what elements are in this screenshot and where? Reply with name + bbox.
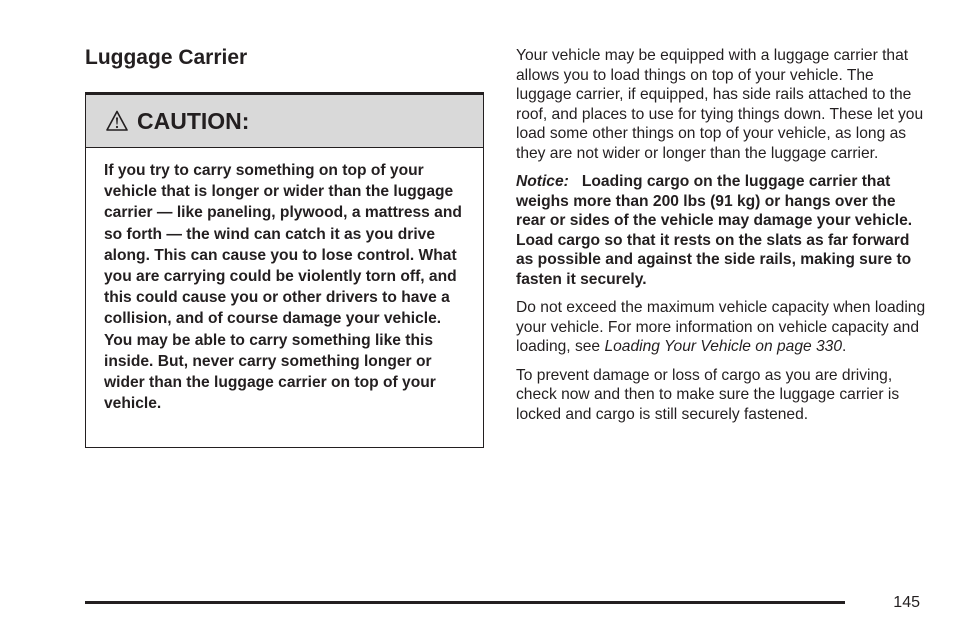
notice-text: Loading cargo on the luggage carrier that weighs more than 200 lbs (91 kg) or hangs over the rear or sides of the vehicle may damage your vehicle. Load cargo so that it rests on the slats as far forward as possible and against the side rails, making sure to fasten it securely. bbox=[516, 173, 913, 288]
caution-box bbox=[85, 92, 484, 448]
warning-triangle-icon bbox=[106, 110, 128, 132]
footer-rule bbox=[85, 601, 845, 604]
page-number: 145 bbox=[893, 594, 920, 611]
check-paragraph: To prevent damage or loss of cargo as you are driving, check now and then to make sure the luggage carrier is locked and cargo is still securely fastened. bbox=[516, 366, 900, 423]
capacity-text: Do not exceed the maximum vehicle capacity when loading your vehicle. For more information on vehicle capacity and loading, see bbox=[516, 299, 926, 355]
notice-label: Notice: bbox=[516, 173, 569, 190]
capacity-paragraph bbox=[516, 298, 926, 357]
section-title: Luggage Carrier bbox=[85, 46, 248, 69]
notice-paragraph bbox=[516, 172, 926, 289]
intro-paragraph: Your vehicle may be equipped with a luggage carrier that allows you to load things on top of your vehicle. The luggage carrier, if equipped, has side rails attached to the roof, and places to use for tying things down. These let you load some other things on top of your vehicle, as long as they are not wider or longer than the luggage carrier. bbox=[516, 47, 924, 162]
capacity-end: . bbox=[842, 338, 847, 355]
capacity-page-reference[interactable]: Loading Your Vehicle on page 330 bbox=[604, 338, 843, 355]
caution-text: If you try to carry something on top of your vehicle that is longer or wider than the luggage carrier — like paneling, plywood, a mattress and so forth — the wind can catch it as you drive along. This can cause you to lose control. What you are carrying could be violently torn off, and this could cause you or other drivers to have a collision, and of course damage your vehicle. You may be able to carry something like this inside. But, never carry something longer or wider than the luggage carrier on top of your vehicle. bbox=[104, 162, 462, 413]
right-column bbox=[516, 46, 926, 433]
caution-header bbox=[86, 95, 483, 148]
caution-label: CAUTION: bbox=[137, 108, 250, 134]
